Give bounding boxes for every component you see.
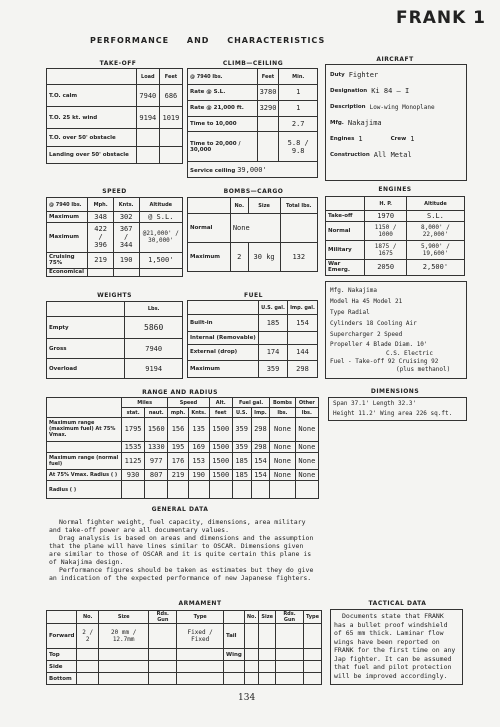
range-row: Maximum range (maximum fuel) At 75% Vmax. 1795 1560 156 135 1500 359 298 None None (47, 418, 319, 442)
dimensions-box: Span 37.1' Length 32.3' Height 11.2' Wing area 226 sq.ft. (328, 397, 467, 421)
engines-heading: ENGINES (378, 186, 412, 193)
takeoff-table: Load Feet T.O. calm 7940 686 T.O. 25 kt. wind 9194 1019 T.O. over 50' obstacle Landing over 50' obstacle (46, 68, 183, 164)
climb-heading: CLIMB—CEILING (222, 60, 284, 67)
range-row: At 75% Vmax. Radius ( ) 930 807 219 190 1500 185 154 None None (47, 469, 319, 480)
weights-table: Lbs. Empty 5860 Gross 7940 Overload 9194 (46, 301, 183, 379)
weights-heading: WEIGHTS (97, 292, 132, 299)
bombs-heading: BOMBS—CARGO (223, 188, 284, 195)
range-row: Radius ( ) (47, 481, 319, 499)
bombs-table: No. Size Total lbs. Normal None Maximum 2 30 kg 132 (187, 197, 318, 272)
armament-table: No. Size Rds. Gun Type No. Size Rds. Gun Type Forward 2 / 2 20 mm / 12.7mm Fixed / Fixed Tail Top Wing Side Bottom (46, 610, 322, 685)
engine-info-box: Mfg. Nakajima Model Ha 45 Model 21 Type Radial Cylinders 18 Cooling Air Supercharger 2 Speed Propeller 4 Blade Diam. 10' C.S. Electric Fuel - Take-off 92 Cruising 92 (plus methanol) (325, 281, 467, 379)
fuel-table: U.S. gal. Imp. gal. Built-in 185 154 Internal (Removable) External (drop) 174 144 Maximum 359 298 (187, 300, 318, 378)
range-heading: RANGE AND RADIUS (142, 389, 218, 396)
aircraft-heading: AIRCRAFT (376, 56, 414, 63)
takeoff-heading: TAKE-OFF (99, 60, 137, 67)
general-heading: GENERAL DATA (151, 506, 209, 513)
fuel-heading: FUEL (244, 292, 263, 299)
speed-table: @ 7940 lbs. Mph. Knts. Altitude Maximum 348 302 @ S.L. Maximum 422 / 396 367 / 344 @21,000' / 30,000' Cruising 75% 219 190 1,500' Economical (46, 197, 183, 277)
aircraft-box: Duty Fighter Designation Ki 84 — I Description Low-wing Monoplane Mfg. Nakajima Engines 1 Crew 1 Construction All Metal (325, 64, 467, 181)
engines-table: H. P. Altitude Take-off 1970 S.L. Normal 1150 / 1000 8,000' / 22,000' Military 1875 / 1675 5,900' / 19,600' War Emerg. 2050 2,500' (325, 196, 465, 276)
page-title: FRANK 1 (395, 8, 486, 28)
armament-heading: ARMAMENT (178, 600, 222, 607)
range-table: Miles Speed Alt. Fuel gal. Bombs Other stat. naut. mph. Knts. feet U.S. Imp. lbs. lbs. Maximum range (maximum fuel) At 75% Vmax. 1795 1560 156 135 1500 359 298 None None 1535 1330 195 169 1500 359 298 None None Maximum range (normal fuel) 1125 977 176 153 1500 185 154 None None At 75% Vmax. Radius ( ) 930 807 219 190 1500 185 154 None None Radius ( ) (46, 397, 319, 499)
page-subtitle: PERFORMANCE AND CHARACTERISTICS (90, 36, 326, 45)
tactical-data-box: Documents state that FRANK has a bullet proof windshield of 65 mm thick. Laminar flow wings have been reported on FRANK for the first time on any Jap fighter. It can be assumed that fuel and pilot protection will be improved accordingly. (330, 609, 463, 685)
page-number: 134 (238, 693, 256, 703)
range-row: Maximum range (normal fuel) 1125 977 176 153 1500 185 154 None None (47, 453, 319, 469)
general-data-box: Normal fighter weight, fuel capacity, dimensions, area military and take-off power are all documentary values. Drag analysis is based on areas and dimensions and the assumption that the plane will have lines similar to OSCAR. Dimensions given are similar to those of OSCAR and it is quite certain this plane is of Nakajima design. Performance figures should be taken as estimates but they do give an indication of the expected performance of new Japanese fighters. (49, 518, 314, 582)
speed-heading: SPEED (102, 188, 127, 195)
tactical-heading: TACTICAL DATA (368, 600, 427, 607)
range-row: 1535 1330 195 169 1500 359 298 None None (47, 441, 319, 452)
climb-table: @ 7940 lbs. Feet Min. Rate @ S.L. 3780 1 Rate @ 21,000 ft. 3290 1 Time to 10,000 2.7 Time to 20,000 / 30,000 5.8 / 9.8 Service ceiling 39,000' (187, 68, 318, 178)
dimensions-heading: DIMENSIONS (370, 388, 420, 395)
